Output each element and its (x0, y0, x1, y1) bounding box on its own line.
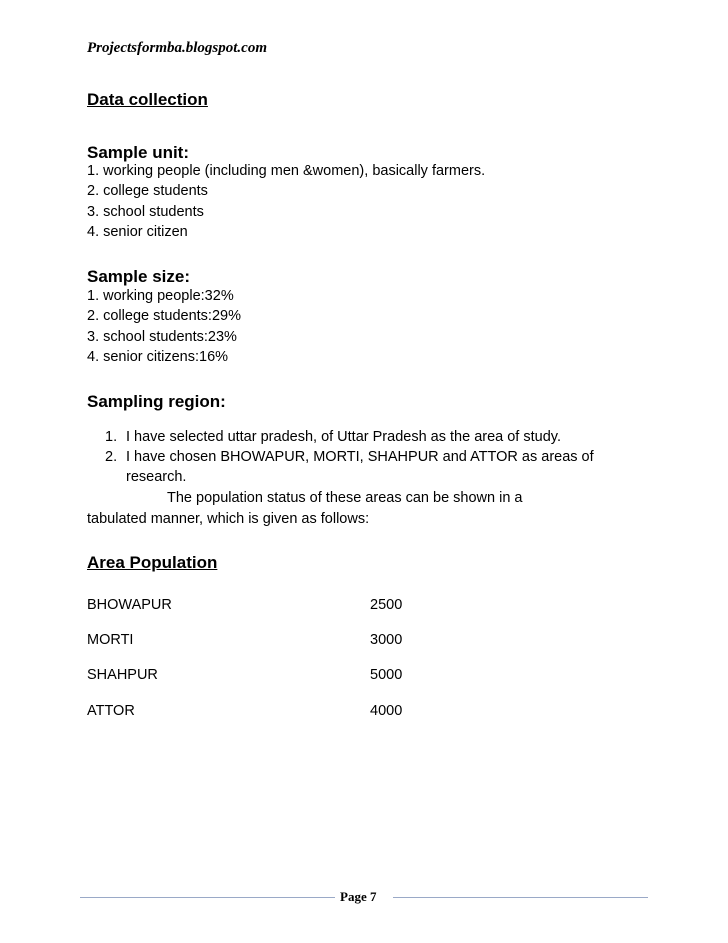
page-number: Page 7 (340, 889, 377, 904)
area-cell: BHOWAPUR (87, 597, 172, 613)
table-row (87, 667, 507, 687)
sample-unit-item: 2. college students (87, 183, 208, 199)
list-item-text: I have chosen BHOWAPUR, MORTI, SHAHPUR and ATTOR as areas of (126, 449, 594, 465)
region-paragraph-line: tabulated manner, which is given as follows: (87, 511, 370, 527)
sample-unit-item: 4. senior citizen (87, 224, 188, 240)
area-cell: MORTI (87, 632, 134, 648)
population-cell: 4000 (370, 703, 403, 719)
footer-rule-right (393, 897, 648, 898)
sampling-region-heading: Sampling region: (87, 392, 226, 411)
region-paragraph-line: The population status of these areas can be shown in a (167, 490, 523, 506)
footer-rule-left (80, 897, 335, 898)
sample-size-item: 2. college students:29% (87, 308, 241, 324)
list-item-number: 2. (105, 449, 118, 465)
sample-size-item: 3. school students:23% (87, 329, 237, 345)
area-population-heading: Area Population (87, 553, 218, 572)
header-site: Projectsformba.blogspot.com (87, 40, 267, 56)
table-row (87, 632, 507, 652)
area-cell: ATTOR (87, 703, 135, 719)
table-row (87, 703, 507, 723)
sample-unit-item: 3. school students (87, 204, 204, 220)
population-cell: 2500 (370, 597, 403, 613)
list-item-number: 1. (105, 429, 118, 445)
list-item-text: research. (126, 469, 187, 485)
sample-unit-heading: Sample unit: (87, 143, 190, 162)
list-item-text: I have selected uttar pradesh, of Uttar Pradesh as the area of study. (126, 429, 561, 445)
sample-size-heading: Sample size: (87, 267, 190, 286)
sample-size-item: 4. senior citizens:16% (87, 349, 229, 365)
table-row (87, 597, 507, 617)
population-cell: 5000 (370, 667, 403, 683)
sample-unit-item: 1. working people (including men &women), basically farmers. (87, 163, 486, 179)
population-cell: 3000 (370, 632, 403, 648)
sample-size-item: 1. working people:32% (87, 288, 234, 304)
area-cell: SHAHPUR (87, 667, 158, 683)
page-title: Data collection (87, 90, 208, 109)
